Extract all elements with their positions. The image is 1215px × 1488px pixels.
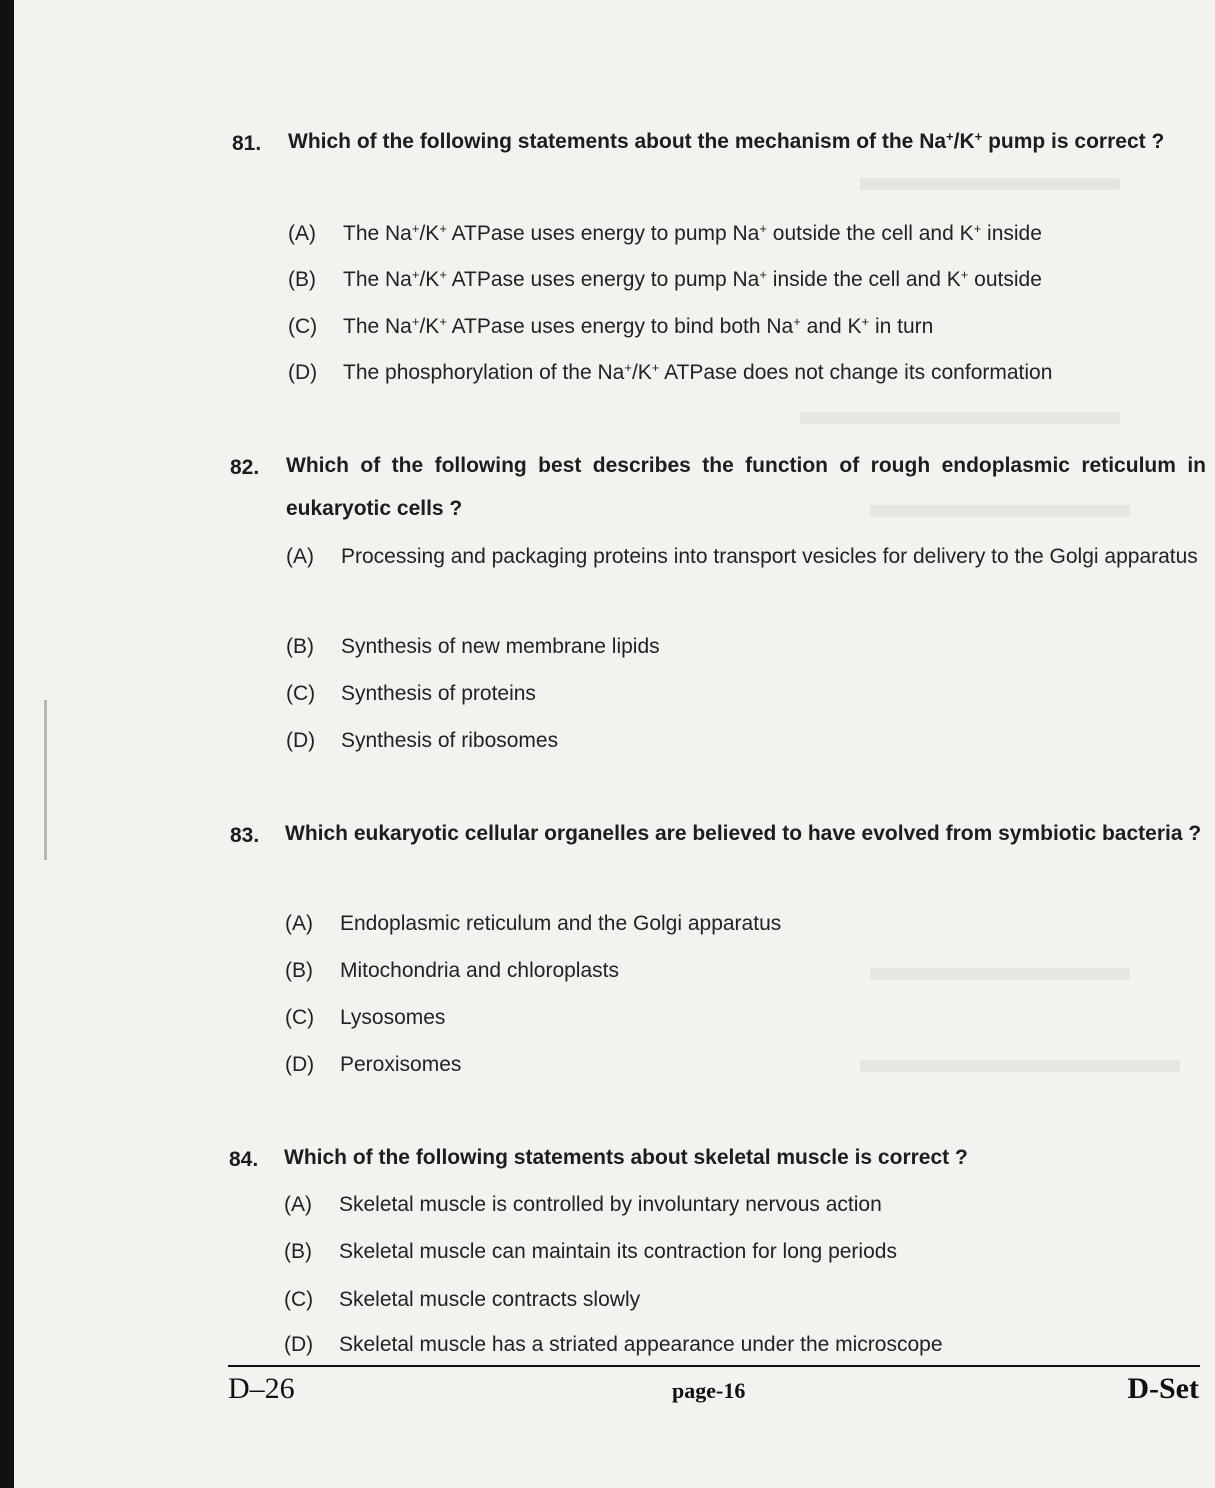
option-text: Synthesis of new membrane lipids xyxy=(341,635,660,658)
question-number: 81. xyxy=(232,132,262,155)
option-letter: (B) xyxy=(285,959,313,982)
option-letter: (A) xyxy=(286,545,314,568)
option-text: The Na+/K+ ATPase uses energy to pump Na+ inside the cell and K+ outside xyxy=(343,267,1042,291)
option-text: Skeletal muscle is controlled by involuntary nervous action xyxy=(339,1193,882,1216)
page-number: page-16 xyxy=(672,1378,746,1403)
option-letter: (D) xyxy=(285,1053,315,1076)
option-letter: (B) xyxy=(284,1240,312,1263)
option-text: Peroxisomes xyxy=(340,1053,462,1076)
question-stem: Which of the following statements about skeletal muscle is correct ? xyxy=(284,1146,968,1169)
option-text: Synthesis of ribosomes xyxy=(341,729,559,752)
option-letter: (B) xyxy=(288,268,316,291)
question-stem: Which of the following best describes the function of rough endoplasmic reticulum in eukaryotic cells ? xyxy=(286,454,1206,520)
option-letter: (C) xyxy=(286,682,316,705)
question-number: 83. xyxy=(230,824,260,847)
option-text: The Na+/K+ ATPase uses energy to pump Na+ outside the cell and K+ inside xyxy=(343,221,1042,245)
option-letter: (D) xyxy=(288,361,318,384)
option-text: Skeletal muscle has a striated appearance under the microscope xyxy=(339,1333,943,1356)
option-letter: (A) xyxy=(284,1193,312,1216)
option-text: Processing and packaging proteins into transport vesicles for delivery to the Golgi apparatus xyxy=(341,545,1198,568)
option-text: Skeletal muscle can maintain its contraction for long periods xyxy=(339,1240,897,1263)
option-text: Endoplasmic reticulum and the Golgi apparatus xyxy=(340,912,782,935)
option-letter: (C) xyxy=(285,1006,315,1029)
question-stem: Which of the following statements about the mechanism of the Na+/K+ pump is correct ? xyxy=(288,129,1165,153)
option-text: The phosphorylation of the Na+/K+ ATPase does not change its conformation xyxy=(343,360,1053,384)
question-stem: Which eukaryotic cellular organelles are believed to have evolved from symbiotic bacteria ? xyxy=(285,822,1202,845)
option-letter: (A) xyxy=(285,912,313,935)
question-number: 82. xyxy=(230,456,260,479)
option-letter: (C) xyxy=(284,1288,314,1311)
option-text: Lysosomes xyxy=(340,1006,446,1029)
booklet-code: D–26 xyxy=(228,1372,295,1405)
option-text: The Na+/K+ ATPase uses energy to bind both Na+ and K+ in turn xyxy=(343,314,934,338)
question-number: 84. xyxy=(229,1148,259,1171)
option-text: Skeletal muscle contracts slowly xyxy=(339,1288,641,1311)
option-letter: (C) xyxy=(288,315,318,338)
option-letter: (B) xyxy=(286,635,314,658)
option-letter: (D) xyxy=(286,729,316,752)
option-letter: (A) xyxy=(288,222,316,245)
set-label: D-Set xyxy=(1127,1372,1199,1405)
option-letter: (D) xyxy=(284,1333,314,1356)
option-text: Mitochondria and chloroplasts xyxy=(340,959,619,982)
footer-rule xyxy=(228,1365,1200,1367)
option-text: Synthesis of proteins xyxy=(341,682,536,705)
